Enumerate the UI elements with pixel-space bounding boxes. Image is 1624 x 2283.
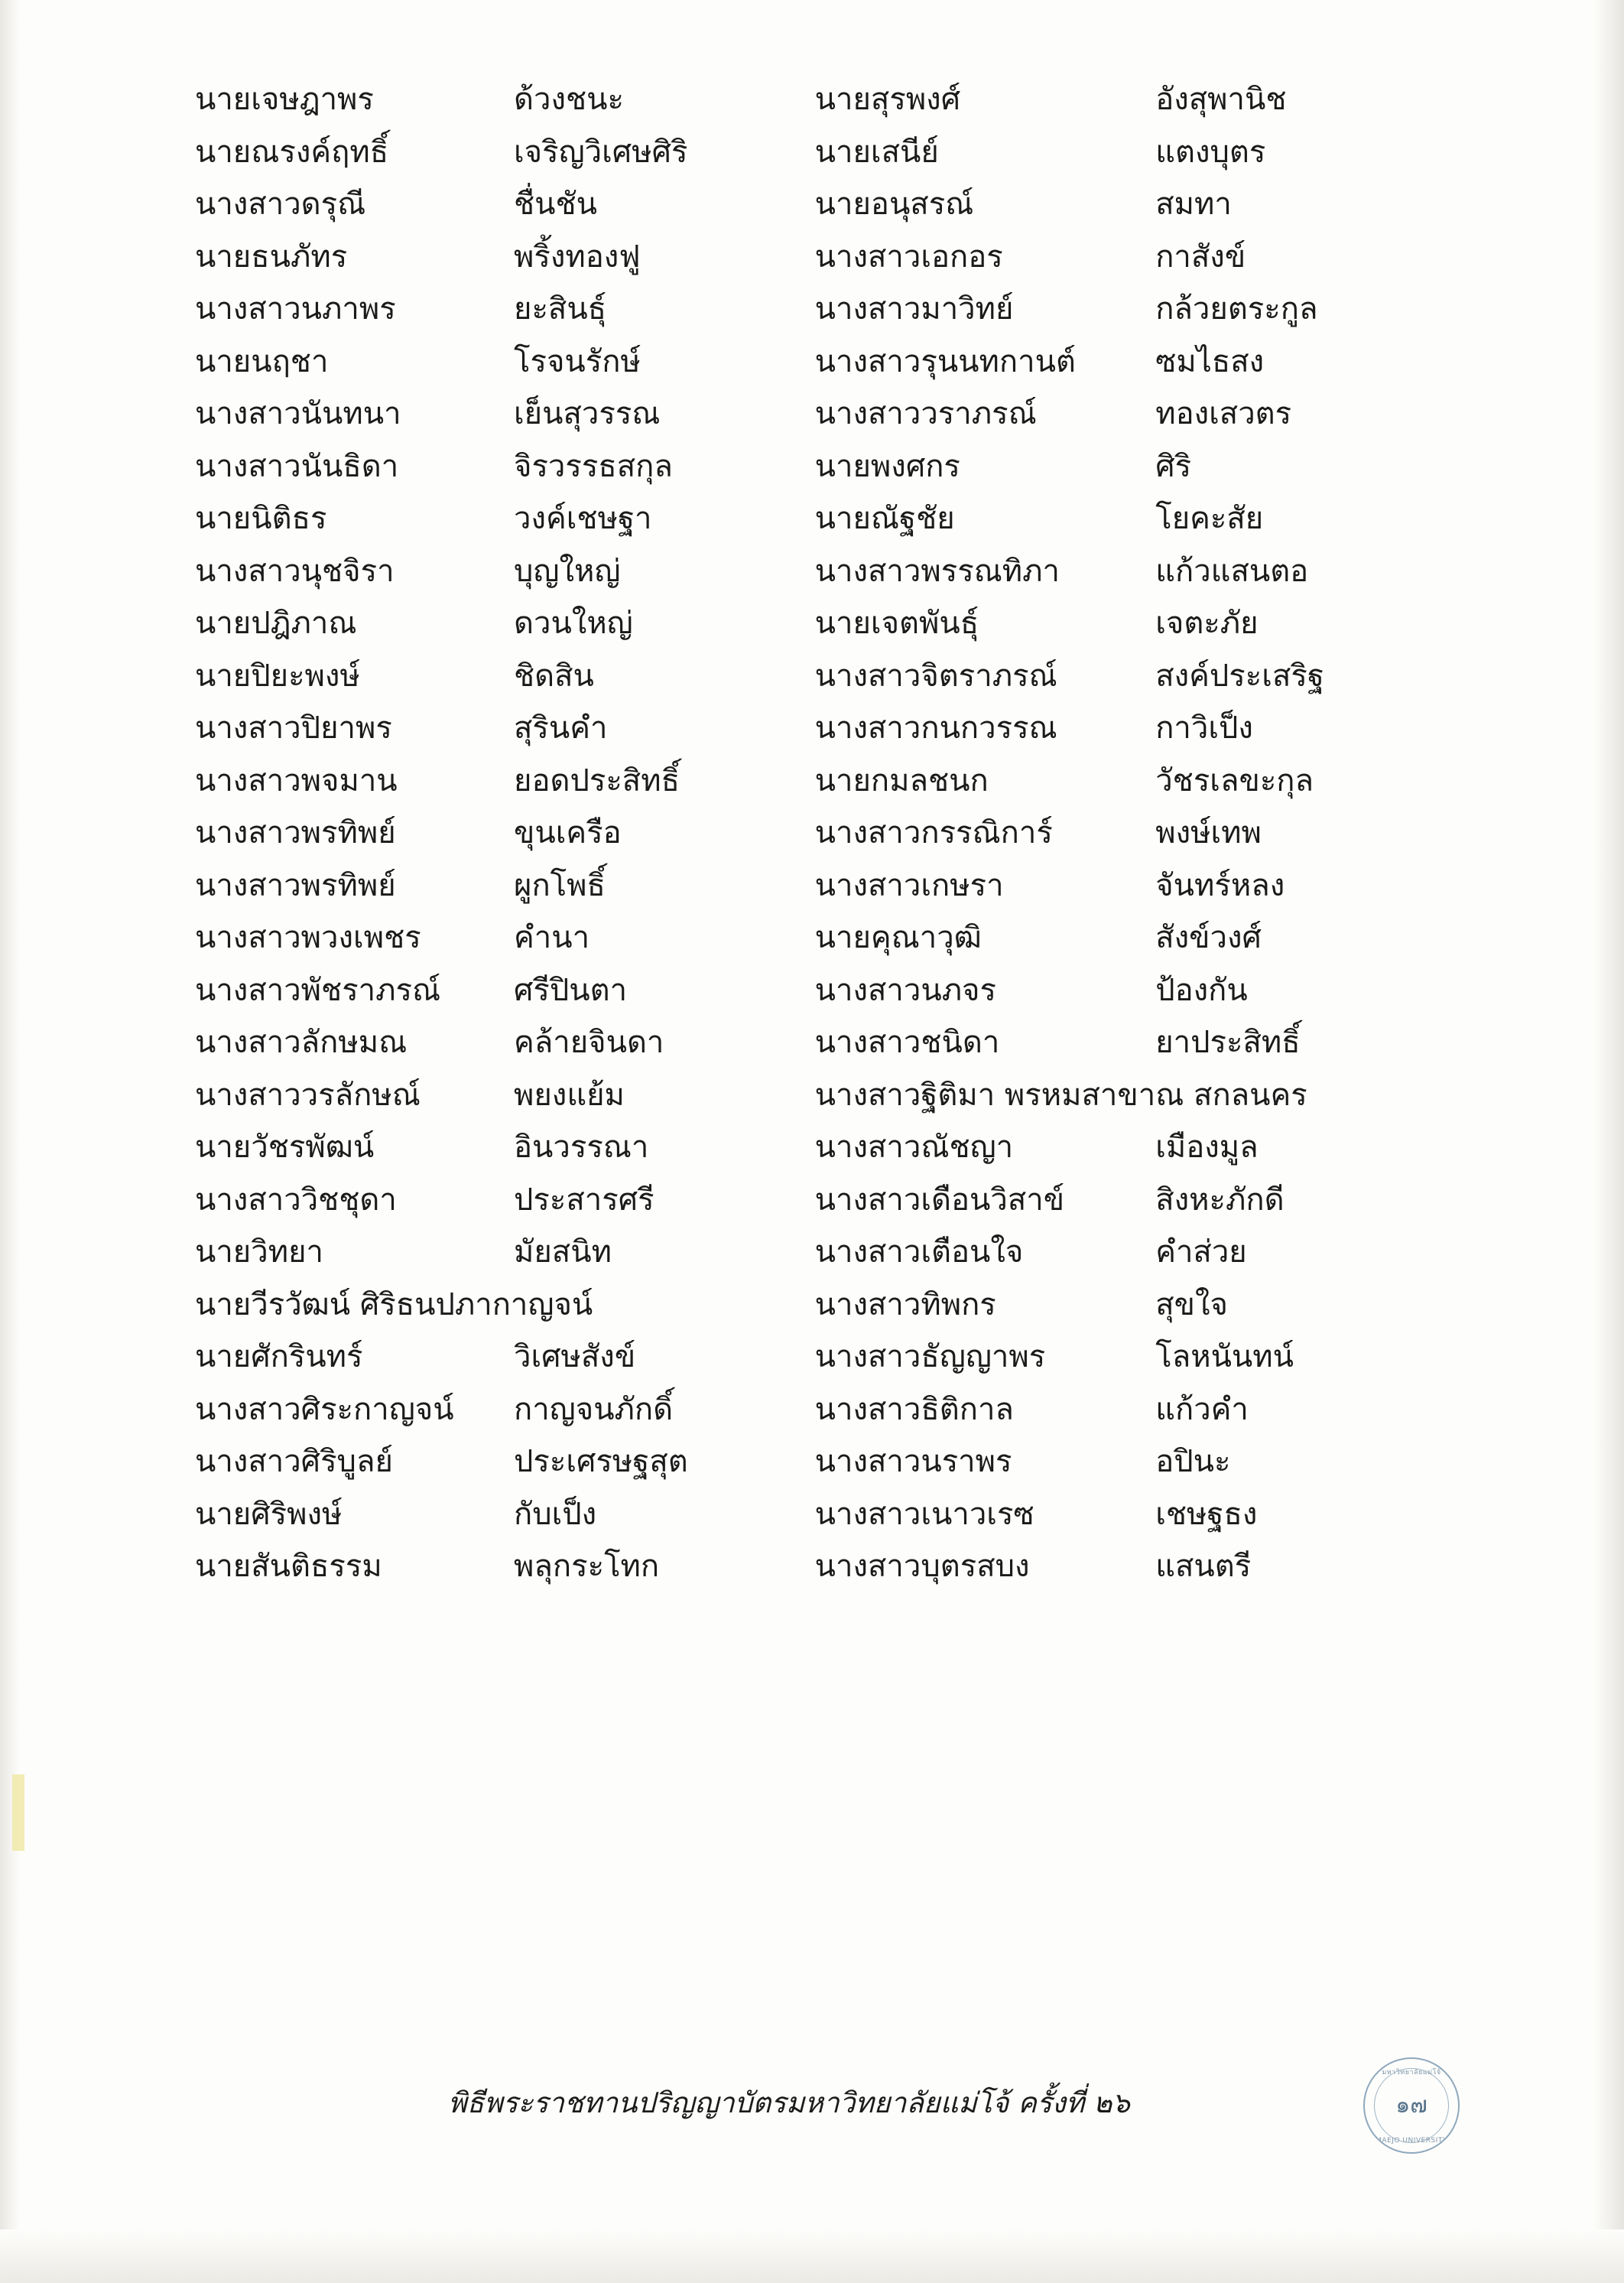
name-cell: นางสาวพจมาน	[195, 763, 398, 798]
name-cell: นางสาวนภาพร	[195, 291, 396, 327]
name-cell: สมทา	[1155, 187, 1232, 222]
graduate-name-table	[195, 84, 1449, 1604]
name-cell: โลหนันทน์	[1155, 1339, 1294, 1374]
name-cell: นางสาวกรรณิการ์	[814, 815, 1053, 850]
name-cell: ทองเสวตร	[1155, 396, 1292, 431]
name-cell: นางสาวเอกอร	[814, 239, 1003, 275]
name-cell: คำนา	[514, 920, 590, 955]
table-row	[195, 608, 1449, 661]
name-cell: คล้ายจินดา	[514, 1025, 664, 1060]
name-cell: นายพงศกร	[814, 448, 960, 484]
table-row	[195, 1289, 1449, 1342]
name-cell: เจริญวิเศษศิริ	[514, 134, 688, 170]
name-cell: นายปิยะพงษ์	[195, 658, 360, 694]
scan-edge-left	[0, 0, 20, 2283]
name-cell: กาวิเป็ง	[1155, 711, 1253, 746]
name-cell: ยาประสิทธิ์	[1155, 1025, 1301, 1060]
scan-edge-right	[1593, 0, 1624, 2283]
name-cell: นางสาวเดือนวิสาข์	[814, 1182, 1065, 1218]
name-cell: ประสารศรี	[514, 1182, 654, 1218]
name-cell: อังสุพานิช	[1155, 82, 1287, 117]
name-cell: ซมไธสง	[1155, 343, 1265, 379]
name-cell: นายนิติธร	[195, 501, 327, 536]
name-cell: กับเป็ง	[514, 1496, 597, 1532]
name-cell: นางสาวนันธิดา	[195, 448, 399, 484]
name-cell: นายปฎิภาณ	[195, 606, 357, 641]
name-cell: มัยสนิท	[514, 1234, 612, 1270]
name-cell: นายเสนีย์	[814, 134, 939, 170]
table-row	[195, 713, 1449, 766]
name-cell: นางสาวพรทิพย์	[195, 815, 396, 850]
name-cell: ยอดประสิทธิ์	[514, 763, 680, 798]
name-cell: นางสาวรุนนทกานต์	[814, 343, 1076, 379]
seal-top-text: มหาวิทยาลัยแม่โจ้	[1382, 2069, 1441, 2076]
name-cell: วิเศษสังข์	[514, 1339, 636, 1374]
table-row	[195, 1394, 1449, 1447]
name-cell: ขุนเครือ	[514, 815, 622, 850]
name-cell: ณ สกลนคร	[1155, 1077, 1307, 1113]
name-cell: โยคะสัย	[1155, 501, 1264, 536]
name-cell: เมืองมูล	[1155, 1130, 1259, 1165]
name-cell: นางสาวจิตราภรณ์	[814, 658, 1057, 694]
name-cell: วัชรเลขะกุล	[1155, 763, 1314, 798]
name-cell: แตงบุตร	[1155, 134, 1266, 170]
table-row	[195, 1132, 1449, 1185]
name-cell: อปินะ	[1155, 1444, 1231, 1479]
name-cell: นางสาวนราพร	[814, 1444, 1012, 1479]
name-cell: นางสาวศิระกาญจน์	[195, 1391, 454, 1427]
name-cell: ศิริ	[1155, 448, 1192, 484]
name-cell: จิรวรรธสกุล	[514, 448, 673, 484]
name-cell: นางสาวปิยาพร	[195, 711, 392, 746]
table-row	[195, 766, 1449, 818]
table-row	[195, 1342, 1449, 1394]
name-cell: ด้วงชนะ	[514, 82, 624, 117]
name-cell: นายอนุสรณ์	[814, 187, 974, 222]
name-cell: นางสาวเกษรา	[814, 867, 1004, 903]
name-cell: วงค์เชษฐา	[514, 501, 652, 536]
table-row	[195, 922, 1449, 975]
name-cell: นายณรงค์ฤทธิ์	[195, 134, 389, 170]
seal-inner-ring	[1374, 2068, 1449, 2143]
name-cell: นางสาวณัชญา	[814, 1130, 1014, 1165]
name-cell: นางสาวบุตรสบง	[814, 1549, 1030, 1584]
name-cell: เจตะภัย	[1155, 606, 1259, 641]
name-cell: นางสาวพรทิพย์	[195, 867, 396, 903]
name-cell: ศรีปินตา	[514, 972, 628, 1008]
name-cell: นายคุณาวุฒิ	[814, 920, 982, 955]
name-cell: นายกมลชนก	[814, 763, 989, 798]
name-cell: นายวัชรพัฒน์	[195, 1130, 375, 1165]
name-cell: นายวีรวัฒน์ ศิริธนปภากาญจน์	[195, 1286, 593, 1322]
name-cell: นางสาวทิพกร	[814, 1286, 996, 1322]
name-cell: สังข์วงศ์	[1155, 920, 1262, 955]
name-cell: นางสาวลักษมณ	[195, 1025, 408, 1060]
name-cell: กาญจนภักดิ์	[514, 1391, 674, 1427]
yellow-margin-mark	[12, 1774, 24, 1851]
name-cell: นายเจษฎาพร	[195, 82, 374, 117]
name-cell: พยงแย้ม	[514, 1077, 625, 1113]
table-row	[195, 1080, 1449, 1133]
table-row	[195, 1499, 1449, 1552]
name-cell: นางสาววิชชุดา	[195, 1182, 397, 1218]
name-cell: นางสาวดรุณี	[195, 187, 366, 222]
name-cell: แสนตรี	[1155, 1549, 1252, 1584]
name-cell: นางสาวนุชจิรา	[195, 553, 395, 589]
name-cell: นางสาวมาวิทย์	[814, 291, 1014, 327]
table-row	[195, 1027, 1449, 1080]
table-row	[195, 451, 1449, 504]
table-row	[195, 294, 1449, 346]
name-list-container	[195, 84, 1449, 1604]
table-row	[195, 137, 1449, 190]
name-cell: สิงหะภักดี	[1155, 1182, 1285, 1218]
name-cell: ป้องกัน	[1155, 972, 1248, 1008]
name-cell: นายวิทยา	[195, 1234, 323, 1270]
name-cell: นางสาวนันทนา	[195, 396, 401, 431]
name-cell: นายณัฐชัย	[814, 501, 955, 536]
table-row	[195, 975, 1449, 1028]
name-cell: นางสาววรลักษณ์	[195, 1077, 421, 1113]
name-cell: นางสาวนภจร	[814, 972, 996, 1008]
name-cell: โรจนรักษ์	[514, 343, 641, 379]
table-row	[195, 1551, 1449, 1604]
name-cell: นายสันติธรรม	[195, 1549, 382, 1584]
name-cell: สุขใจ	[1155, 1286, 1228, 1322]
name-cell: จันทร์หลง	[1155, 867, 1285, 903]
name-cell: นางสาวชนิดา	[814, 1025, 1000, 1060]
seal-bottom-text: MAEJO UNIVERSITY	[1376, 2137, 1447, 2145]
table-row	[195, 661, 1449, 714]
university-seal-icon	[1363, 2057, 1460, 2154]
name-cell: พงษ์เทพ	[1155, 815, 1262, 850]
name-cell: เย็นสุวรรณ	[514, 396, 661, 431]
table-row	[195, 1237, 1449, 1289]
table-row	[195, 818, 1449, 870]
name-cell: นายศิริพงษ์	[195, 1496, 343, 1532]
name-cell: นายนฤชา	[195, 343, 329, 379]
name-cell: พลุกระโทก	[514, 1549, 660, 1584]
name-cell: นางสาวฐิติมา พรหมสาขา	[814, 1077, 1156, 1113]
name-cell: นางสาววราภรณ์	[814, 396, 1037, 431]
name-cell: นางสาวธัญญาพร	[814, 1339, 1046, 1374]
name-cell: ประเศรษฐสุต	[514, 1444, 688, 1479]
footer-ceremony-text: พิธีพระราชทานปริญญาบัตรมหาวิทยาลัยแม่โจ้ ครั้งที่ ๒๖	[448, 2086, 1130, 2119]
table-row	[195, 84, 1449, 137]
name-cell: สงค์ประเสริฐ	[1155, 658, 1324, 694]
name-cell: ชื่นชัน	[514, 187, 597, 222]
name-cell: นางสาวธิติกาล	[814, 1391, 1014, 1427]
name-cell: นางสาวเนาวเรซ	[814, 1496, 1034, 1532]
name-cell: นางสาวพรรณทิภา	[814, 553, 1060, 589]
name-cell: กล้วยตระกูล	[1155, 291, 1318, 327]
name-cell: กาสังข์	[1155, 239, 1246, 275]
table-row	[195, 242, 1449, 294]
name-cell: นายธนภัทร	[195, 239, 348, 275]
table-row	[195, 398, 1449, 451]
name-cell: นายศักรินทร์	[195, 1339, 363, 1374]
page-number: ๑๗	[1395, 2092, 1427, 2119]
name-cell: นางสาวศิริบูลย์	[195, 1444, 393, 1479]
name-cell: สุรินคำ	[514, 711, 608, 746]
name-cell: นางสาวพัชราภรณ์	[195, 972, 441, 1008]
name-cell: พริ้งทองฟู	[514, 239, 641, 275]
name-cell: นายสุรพงศ์	[814, 82, 961, 117]
name-cell: ชิดสิน	[514, 658, 594, 694]
scan-edge-bottom	[0, 2229, 1624, 2283]
name-cell: นายเจตพันธุ์	[814, 606, 979, 641]
name-cell: ผูกโพธิ์	[514, 867, 606, 903]
name-cell: อินวรรณา	[514, 1130, 649, 1165]
table-row	[195, 556, 1449, 609]
name-cell: เชษฐธง	[1155, 1496, 1258, 1532]
table-row	[195, 1446, 1449, 1499]
table-row	[195, 346, 1449, 399]
name-cell: นางสาวเตือนใจ	[814, 1234, 1024, 1270]
name-cell: นางสาวกนกวรรณ	[814, 711, 1057, 746]
table-row	[195, 870, 1449, 923]
name-cell: คำส่วย	[1155, 1234, 1247, 1270]
name-cell: นางสาวพวงเพชร	[195, 920, 421, 955]
table-row	[195, 1185, 1449, 1237]
name-cell: ดวนใหญ่	[514, 606, 633, 641]
name-cell: บุญใหญ่	[514, 553, 621, 589]
name-cell: ยะสินธุ์	[514, 291, 607, 327]
table-row	[195, 189, 1449, 242]
name-cell: แก้วแสนตอ	[1155, 553, 1309, 589]
table-row	[195, 503, 1449, 556]
name-cell: แก้วคำ	[1155, 1391, 1249, 1427]
